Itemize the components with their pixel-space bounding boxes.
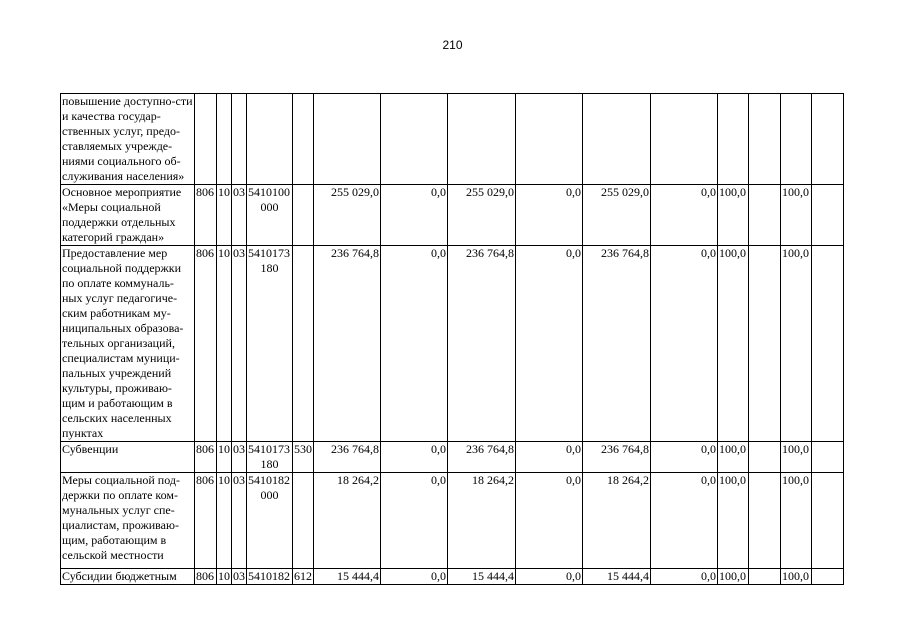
amount-cell: 0,0 bbox=[651, 473, 718, 569]
subsection-code-cell: 03 bbox=[233, 569, 245, 583]
amount-cell: 255 029,0 bbox=[314, 185, 381, 246]
ved-code-cell: 806 bbox=[195, 473, 217, 569]
amount-cell: 0,0 bbox=[651, 442, 718, 473]
target-article-part1: 5410182 bbox=[248, 569, 290, 583]
amount-cell: 236 764,8 bbox=[583, 246, 651, 442]
row-name-cell: Субвенции bbox=[61, 442, 195, 473]
target-article-cell bbox=[247, 473, 293, 569]
subsection-code-cell: 03 bbox=[232, 442, 247, 473]
target-article-cell bbox=[247, 442, 293, 473]
expense-type-cell: 530 bbox=[293, 442, 314, 473]
amount-cell: 0,0 bbox=[516, 185, 583, 246]
table-row bbox=[61, 185, 844, 246]
percent-cell bbox=[812, 569, 844, 585]
amount-cell: 236 764,8 bbox=[448, 442, 516, 473]
section-code-cell: 10 bbox=[217, 246, 232, 442]
percent-cell: 100,0 bbox=[718, 246, 749, 442]
amount-cell: 15 444,4 bbox=[583, 569, 651, 585]
row-name-cell: Основное мероприятие «Меры социальной поддержки отдельных категорий граждан» bbox=[61, 185, 195, 246]
section-code-cell: 10 bbox=[217, 185, 232, 246]
target-article-cell bbox=[247, 185, 293, 246]
target-article-cell bbox=[247, 246, 293, 442]
target-article-part2: 180 bbox=[260, 261, 279, 275]
percent-cell bbox=[749, 185, 781, 246]
expense-type-cell bbox=[293, 246, 314, 442]
section-code-cell: 10 bbox=[217, 473, 232, 569]
amount-cell bbox=[381, 94, 448, 185]
amount-cell: 18 264,2 bbox=[583, 473, 651, 569]
subsection-code-cell: 03 bbox=[232, 473, 247, 569]
ved-code-cell: 806 bbox=[195, 246, 217, 442]
table-row bbox=[61, 442, 844, 473]
percent-cell bbox=[812, 185, 844, 246]
subsection-code-cell: 03 bbox=[232, 185, 247, 246]
target-article-part1: 5410182 bbox=[248, 473, 290, 487]
percent-cell bbox=[749, 569, 781, 585]
percent-cell: 100,0 bbox=[781, 569, 812, 585]
amount-cell bbox=[448, 94, 516, 185]
expense-type-cell bbox=[293, 185, 314, 246]
amount-cell: 236 764,8 bbox=[314, 246, 381, 442]
section-code-cell: 10 bbox=[217, 442, 232, 473]
row-name-cell: Меры социальной под-держки по оплате ком-мунальных услуг спе-циалистам, проживаю-щим, работающим в сельской местности bbox=[61, 473, 195, 569]
row-name-cell: Предоставление мер социальной поддержки по оплате коммуналь-ных услуг педагогиче-ским работникам му-ниципальных образова-тельных организаций, специалистам муници-пальных учреждений культуры, проживаю-щим и работающим в сельских населенных пунктах bbox=[61, 246, 195, 442]
amount-cell: 15 444,4 bbox=[314, 569, 381, 585]
percent-cell bbox=[749, 94, 781, 185]
amount-cell: 0,0 bbox=[516, 442, 583, 473]
amount-cell: 0,0 bbox=[381, 569, 448, 585]
percent-cell bbox=[812, 94, 844, 185]
percent-cell: 100,0 bbox=[781, 246, 812, 442]
percent-cell: 100,0 bbox=[718, 569, 749, 585]
subsection-code-cell: 03 bbox=[232, 246, 247, 442]
percent-cell bbox=[718, 94, 749, 185]
table-row bbox=[61, 473, 844, 569]
expense-type-cell bbox=[293, 94, 314, 185]
amount-cell bbox=[314, 94, 381, 185]
section-code-cell bbox=[217, 94, 232, 185]
target-article-part2: 000 bbox=[260, 200, 279, 214]
percent-cell bbox=[812, 442, 844, 473]
amount-cell: 0,0 bbox=[651, 569, 718, 585]
target-article-part1: 5410100 bbox=[248, 185, 290, 199]
amount-cell: 0,0 bbox=[381, 246, 448, 442]
target-article-part1: 5410173 bbox=[248, 246, 290, 260]
amount-cell: 15 444,4 bbox=[448, 569, 516, 585]
amount-cell: 236 764,8 bbox=[448, 246, 516, 442]
subsection-code-cell bbox=[232, 94, 247, 185]
amount-cell: 0,0 bbox=[516, 569, 583, 585]
percent-cell: 100,0 bbox=[718, 185, 749, 246]
expense-type-cell: 612 bbox=[294, 569, 312, 583]
amount-cell bbox=[583, 94, 651, 185]
row-name-cell: повышение доступно-сти и качества государ-ственных услуг, предо-ставляемых учрежде-ниями социального об-служивания населения» bbox=[62, 94, 193, 183]
percent-cell: 100,0 bbox=[781, 185, 812, 246]
amount-cell bbox=[651, 94, 718, 185]
ved-code-cell: 806 bbox=[195, 185, 217, 246]
amount-cell: 0,0 bbox=[381, 473, 448, 569]
percent-cell bbox=[781, 94, 812, 185]
amount-cell: 0,0 bbox=[381, 442, 448, 473]
section-code-cell: 10 bbox=[218, 569, 230, 583]
page-number: 210 bbox=[442, 38, 463, 52]
amount-cell: 236 764,8 bbox=[583, 442, 651, 473]
row-name-cell: Субсидии бюджетным bbox=[61, 569, 195, 585]
percent-cell bbox=[812, 246, 844, 442]
table-row bbox=[61, 569, 844, 585]
budget-table bbox=[60, 93, 844, 585]
ved-code-cell: 806 bbox=[195, 442, 217, 473]
percent-cell: 100,0 bbox=[718, 442, 749, 473]
target-article-part1: 5410173 bbox=[248, 442, 290, 456]
table-row bbox=[61, 94, 844, 185]
amount-cell: 255 029,0 bbox=[583, 185, 651, 246]
target-article-cell bbox=[247, 94, 293, 185]
percent-cell bbox=[749, 246, 781, 442]
expense-type-cell bbox=[293, 473, 314, 569]
percent-cell: 100,0 bbox=[718, 473, 749, 569]
amount-cell: 0,0 bbox=[516, 246, 583, 442]
amount-cell: 255 029,0 bbox=[448, 185, 516, 246]
percent-cell bbox=[749, 442, 781, 473]
table-row bbox=[61, 246, 844, 442]
percent-cell bbox=[749, 473, 781, 569]
percent-cell: 100,0 bbox=[781, 473, 812, 569]
amount-cell: 0,0 bbox=[516, 473, 583, 569]
amount-cell: 0,0 bbox=[651, 246, 718, 442]
target-article-part2: 000 bbox=[260, 488, 279, 502]
target-article-part2: 180 bbox=[260, 457, 279, 471]
amount-cell: 18 264,2 bbox=[314, 473, 381, 569]
amount-cell: 0,0 bbox=[381, 185, 448, 246]
amount-cell: 236 764,8 bbox=[314, 442, 381, 473]
percent-cell: 100,0 bbox=[781, 442, 812, 473]
amount-cell bbox=[516, 94, 583, 185]
table-body bbox=[61, 94, 844, 585]
ved-code-cell bbox=[195, 94, 217, 185]
amount-cell: 18 264,2 bbox=[448, 473, 516, 569]
percent-cell bbox=[812, 473, 844, 569]
target-article-cell bbox=[247, 569, 293, 585]
amount-cell: 0,0 bbox=[651, 185, 718, 246]
ved-code-cell: 806 bbox=[195, 569, 217, 585]
